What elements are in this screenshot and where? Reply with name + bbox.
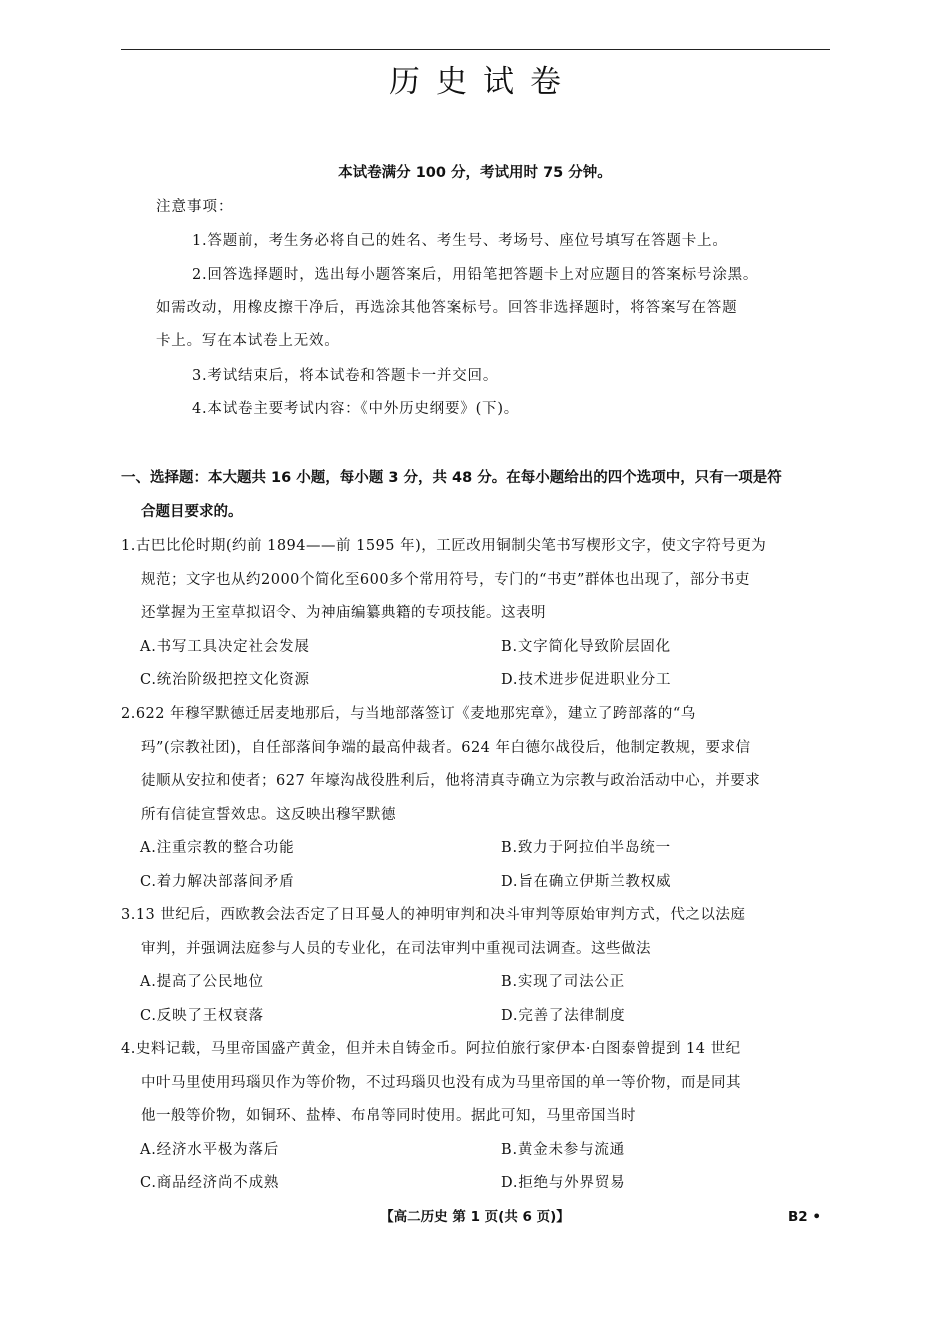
question-4-option-b: B.黄金未参与流通 bbox=[501, 1142, 625, 1158]
notice-item: 1.答题前，考生务必将自己的姓名、考生号、考场号、座位号填写在答题卡上。 bbox=[192, 233, 728, 249]
question-3-option-c: C.反映了王权衰落 bbox=[140, 1008, 264, 1024]
question-2-option-c: C.着力解决部落间矛盾 bbox=[140, 874, 295, 890]
question-4-stem: 中叶马里使用玛瑙贝作为等价物，不过玛瑙贝也没有成为马里帝国的单一等价物，而是同其 bbox=[141, 1075, 741, 1091]
question-3-option-a: A.提高了公民地位 bbox=[140, 974, 264, 990]
notice-heading: 注意事项： bbox=[156, 199, 234, 215]
notice-item: 如需改动，用橡皮擦干净后，再选涂其他答案标号。回答非选择题时，将答案写在答题 bbox=[156, 300, 738, 316]
question-4-option-c: C.商品经济尚不成熟 bbox=[140, 1175, 280, 1191]
notice-item: 3.考试结束后，将本试卷和答题卡一并交回。 bbox=[192, 368, 499, 384]
section-heading: 一、选择题：本大题共 16 小题，每小题 3 分，共 48 分。在每小题给出的四个选项中，只有一项是符 bbox=[121, 470, 782, 486]
question-2-option-b: B.致力于阿拉伯半岛统一 bbox=[501, 840, 671, 856]
header-rule bbox=[121, 49, 830, 50]
question-3-option-d: D.完善了法律制度 bbox=[501, 1008, 626, 1024]
question-4-option-d: D.拒绝与外界贸易 bbox=[501, 1175, 626, 1191]
exam-title: 历史试卷 bbox=[389, 64, 577, 100]
question-4-stem: 4.史料记载，马里帝国盛产黄金，但并未自铸金币。阿拉伯旅行家伊本·白图泰曾提到 14 世纪 bbox=[121, 1041, 741, 1057]
section-heading-cont: 合题目要求的。 bbox=[141, 504, 243, 520]
question-2-stem: 徒顺从安拉和使者；627 年壕沟战役胜利后，他将清真寺确立为宗教与政治活动中心，并要求 bbox=[141, 773, 761, 789]
question-4-option-a: A.经济水平极为落后 bbox=[140, 1142, 280, 1158]
question-2-stem: 2.622 年穆罕默德迁居麦地那后，与当地部落签订《麦地那宪章》，建立了跨部落的“乌 bbox=[121, 706, 696, 722]
notice-item: 2.回答选择题时，选出每小题答案后，用铅笔把答题卡上对应题目的答案标号涂黑。 bbox=[192, 267, 759, 283]
question-3-option-b: B.实现了司法公正 bbox=[501, 974, 625, 990]
question-2-option-d: D.旨在确立伊斯兰教权威 bbox=[501, 874, 672, 890]
question-1-option-b: B.文字简化导致阶层固化 bbox=[501, 639, 671, 655]
paper-code: B2 • bbox=[788, 1209, 822, 1225]
question-1-option-c: C.统治阶级把控文化资源 bbox=[140, 672, 310, 688]
question-1-stem: 规范；文字也从约2000个简化至600多个常用符号，专门的“书吏”群体也出现了，部分书吏 bbox=[141, 572, 750, 588]
question-3-stem: 3.13 世纪后，西欧教会法否定了日耳曼人的神明审判和决斗审判等原始审判方式，代之以法庭 bbox=[121, 907, 746, 923]
question-1-option-a: A.书写工具决定社会发展 bbox=[140, 639, 310, 655]
exam-subtitle: 本试卷满分 100 分，考试用时 75 分钟。 bbox=[338, 165, 612, 181]
notice-item: 4.本试卷主要考试内容：《中外历史纲要》(下)。 bbox=[192, 401, 520, 417]
question-1-option-d: D.技术进步促进职业分工 bbox=[501, 672, 672, 688]
page-footer: 【高二历史 第 1 页(共 6 页)】 bbox=[380, 1209, 570, 1225]
question-4-stem: 他一般等价物，如铜环、盐棒、布帛等同时使用。据此可知，马里帝国当时 bbox=[141, 1108, 636, 1124]
notice-item: 卡上。写在本试卷上无效。 bbox=[156, 333, 340, 349]
question-2-stem: 所有信徒宣誓效忠。这反映出穆罕默德 bbox=[141, 807, 396, 823]
question-3-stem: 审判，并强调法庭参与人员的专业化，在司法审判中重视司法调查。这些做法 bbox=[141, 941, 651, 957]
question-2-stem: 玛”(宗教社团)，自任部落间争端的最高仲裁者。624 年白德尔战役后，他制定教规，要求信 bbox=[141, 740, 751, 756]
question-1-stem: 1.古巴比伦时期(约前 1894——前 1595 年)，工匠改用铜制尖笔书写楔形文字，使文字符号更为 bbox=[121, 538, 767, 554]
question-2-option-a: A.注重宗教的整合功能 bbox=[140, 840, 295, 856]
question-1-stem: 还掌握为王室草拟诏令、为神庙编纂典籍的专项技能。这表明 bbox=[141, 605, 546, 621]
